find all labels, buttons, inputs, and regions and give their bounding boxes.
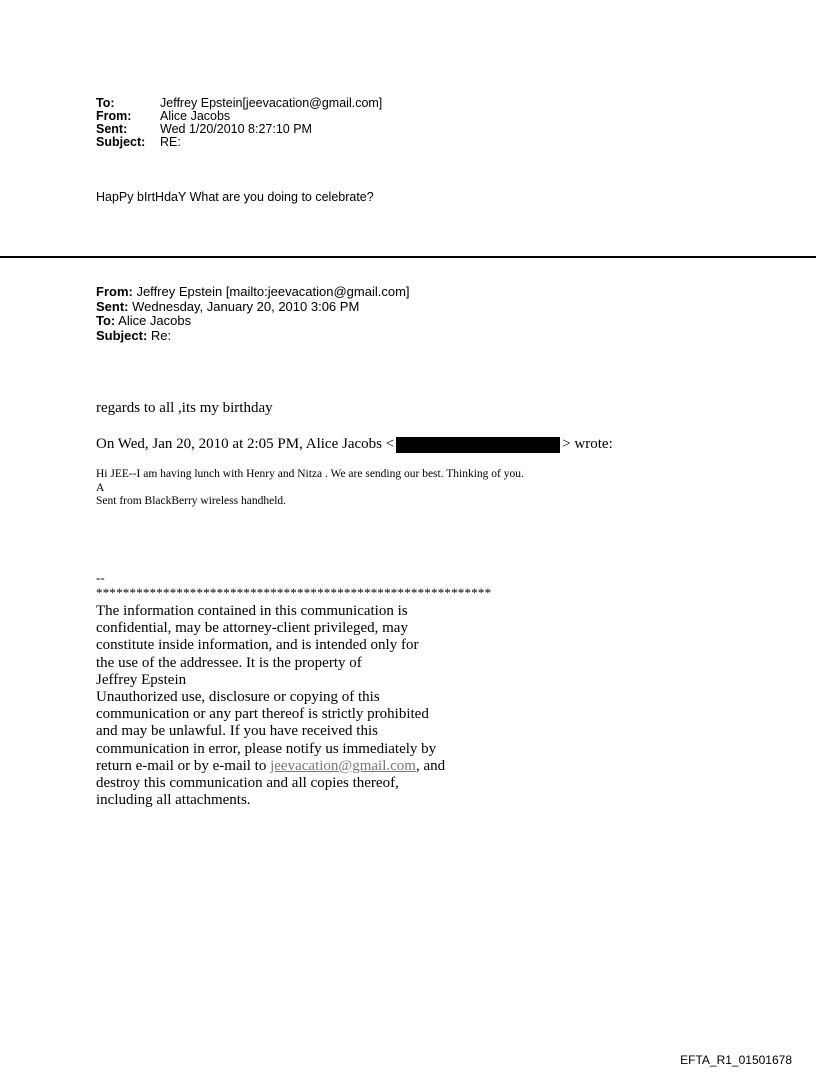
- disclaimer-line: communication in error, please notify us immediately by: [96, 740, 437, 757]
- original-message-line: Sent from BlackBerry wireless handheld.: [96, 495, 287, 507]
- reply-text: regards to all ,its my birthday: [96, 400, 273, 416]
- star-line: ***********************************************************: [96, 585, 492, 600]
- from-value: Alice Jacobs: [160, 109, 231, 123]
- sent-label: Sent:: [96, 122, 128, 136]
- quoted-to-value: Alice Jacobs: [115, 313, 192, 328]
- sent-value: Wed 1/20/2010 8:27:10 PM: [160, 122, 312, 136]
- disclaimer-line: Unauthorized use, disclosure or copying of this: [96, 689, 380, 706]
- quote-intro-suffix: > wrote:: [562, 436, 613, 452]
- signature-separator: [96, 570, 491, 600]
- quoted-to-label: To:: [96, 313, 116, 328]
- quoted-from-value: Jeffrey Epstein [mailto:jeevacation@gmail.com]: [132, 284, 410, 299]
- quoted-sent-row: [96, 300, 410, 315]
- redaction-box: [396, 437, 560, 453]
- disclaimer-line: destroy this communication and all copies thereof,: [96, 775, 399, 792]
- original-message-line: Hi JEE--I am having lunch with Henry and Nitza . We are sending our best. Thinking of you.: [96, 468, 524, 480]
- email-header: [96, 97, 382, 149]
- quoted-sent-label: Sent:: [96, 298, 129, 314]
- disclaimer-line: including all attachments.: [96, 792, 251, 809]
- divider-line: [0, 256, 816, 258]
- disclaimer-line: and may be unlawful. If you have received this: [96, 723, 378, 740]
- to-row: [96, 97, 382, 110]
- subject-row: [96, 136, 382, 149]
- disclaimer-line: communication or any part thereof is strictly prohibited: [96, 706, 429, 723]
- quote-intro-prefix: On Wed, Jan 20, 2010 at 2:05 PM, Alice Jacobs <: [96, 436, 395, 452]
- subject-value: RE:: [160, 135, 181, 149]
- original-message-line: A: [96, 481, 105, 494]
- quoted-header: [96, 285, 410, 343]
- email-link[interactable]: jeevacation@gmail.com: [270, 757, 416, 774]
- disclaimer-link-suffix: , and: [415, 757, 446, 774]
- quoted-subject-row: [96, 329, 410, 344]
- quoted-subject-value: Re:: [147, 327, 172, 343]
- disclaimer-link-line: [96, 758, 516, 775]
- quoted-subject-label: Subject:: [96, 327, 148, 343]
- disclaimer-line: The information contained in this communication is: [96, 603, 408, 619]
- signature-dash: --: [96, 570, 105, 585]
- email-body-text: HapPy bIrtHdaY What are you doing to celebrate?: [96, 190, 374, 204]
- disclaimer: [96, 603, 516, 809]
- quoted-from-label: From:: [96, 284, 133, 299]
- disclaimer-line: confidential, may be attorney-client privileged, may: [96, 620, 408, 637]
- quoted-to-row: [96, 314, 410, 329]
- document-id: EFTA_R1_01501678: [680, 1053, 792, 1067]
- disclaimer-line: constitute inside information, and is intended only for: [96, 637, 419, 654]
- disclaimer-link-prefix: return e-mail or by e-mail to: [96, 757, 271, 774]
- disclaimer-line: the use of the addressee. It is the property of: [96, 654, 362, 671]
- quoted-from-row: [96, 285, 410, 300]
- to-label: To:: [96, 96, 115, 110]
- subject-label: Subject:: [96, 135, 146, 149]
- from-label: From:: [96, 109, 132, 123]
- original-message: [96, 468, 524, 509]
- quoted-sent-value: Wednesday, January 20, 2010 3:06 PM: [128, 298, 360, 314]
- quote-intro-line: [96, 436, 613, 453]
- disclaimer-line: Jeffrey Epstein: [96, 671, 187, 688]
- to-value: Jeffrey Epstein[jeevacation@gmail.com]: [160, 96, 383, 110]
